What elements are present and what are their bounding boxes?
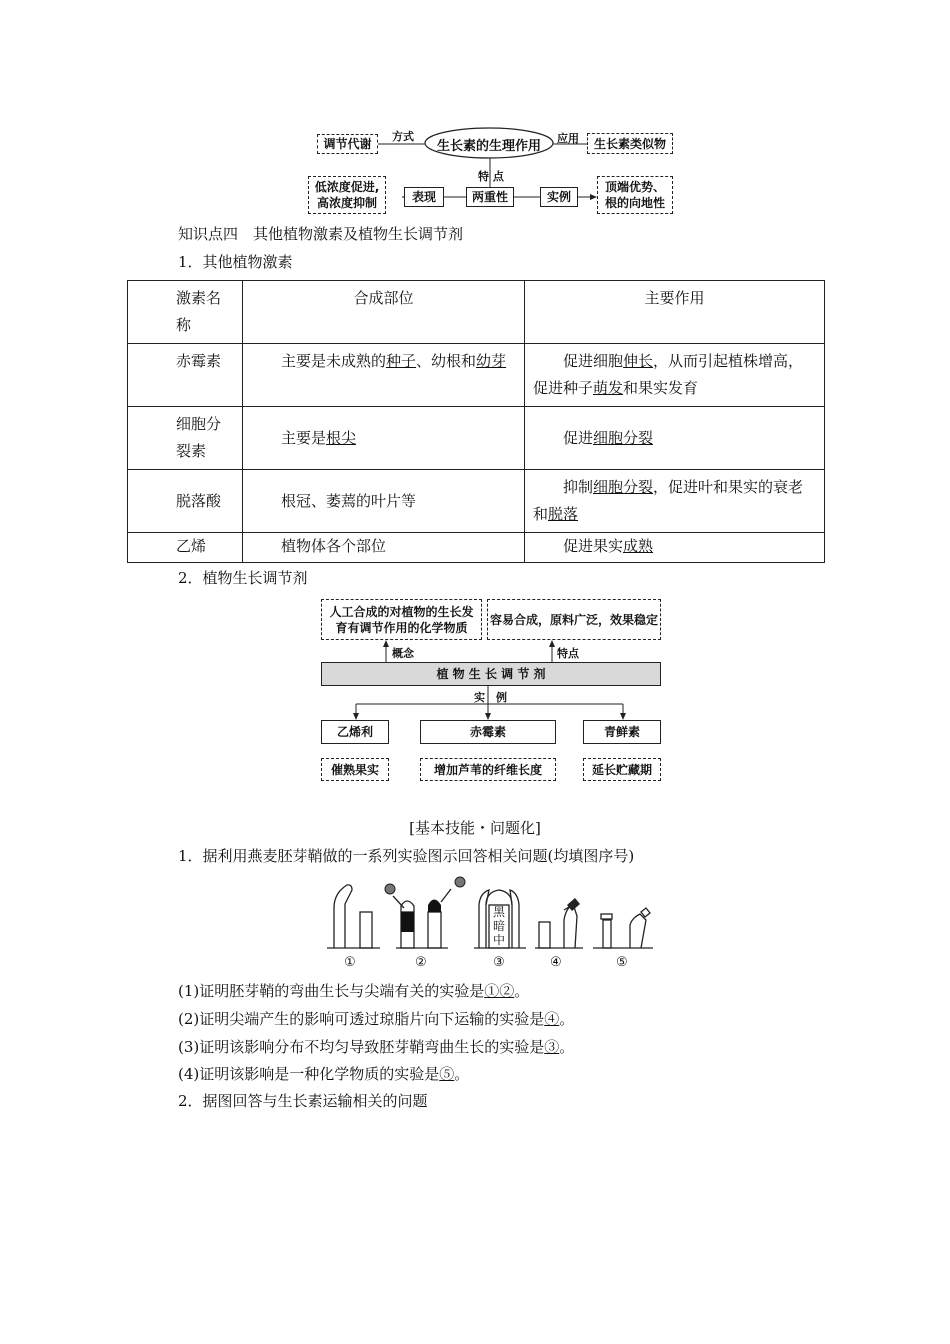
hormone-name: 细胞分裂素 — [128, 407, 243, 470]
concept-line-2: 育有调节作用的化学物质 — [335, 620, 468, 635]
regulator-main-box: 植 物 生 长 调 节 剂 — [321, 662, 661, 686]
hormone-name: 赤霉素 — [128, 344, 243, 407]
concept-label: 概念 — [392, 647, 414, 660]
apical-line-2: 根的向地性 — [604, 196, 665, 210]
fig-number-3: ③ — [493, 955, 505, 970]
hormone-name: 脱落酸 — [128, 470, 243, 533]
darkness-label: 黑 暗 中 — [492, 905, 505, 947]
hormone-name: 乙烯 — [128, 533, 243, 563]
fig-number-1: ① — [344, 955, 356, 970]
main-action: 促进细胞伸长，从而引起植株增高，促进种子萌发和果实发育 — [525, 344, 825, 407]
answer-4: (4)证明该影响是一种化学物质的实验是⑤。 — [178, 1065, 470, 1083]
sub2-title: 2．植物生长调节剂 — [178, 569, 308, 587]
auxin-analog-box: 生长素类似物 — [587, 133, 673, 154]
duality-box: 两重性 — [466, 187, 514, 207]
question-1: 1．据利用燕麦胚芽鞘做的一系列实验图示回答相关问题(均填图序号) — [178, 847, 635, 865]
application-label: 应用 — [557, 132, 579, 145]
example-label: 实 例 — [474, 691, 507, 704]
ethephon-box: 乙烯利 — [321, 720, 389, 744]
reed-fiber-box: 增加芦苇的纤维长度 — [420, 758, 556, 781]
apical-line-1: 顶端优势、 — [604, 180, 665, 194]
sub1-title: 1．其他植物激素 — [178, 253, 293, 271]
ripening-box: 催熟果实 — [321, 758, 389, 781]
answer-3: (3)证明该影响分布不均匀导致胚芽鞘弯曲生长的实验是③。 — [178, 1038, 575, 1056]
skills-title: [基本技能・问题化] — [409, 819, 541, 837]
feature-box: 容易合成，原料广泛，效果稳定 — [487, 599, 661, 640]
main-action: 促进果实成熟 — [525, 533, 825, 563]
header-site: 合成部位 — [243, 281, 525, 344]
concept-line-1: 人工合成的对植物的生长发 — [329, 604, 474, 619]
synthesis-site: 主要是未成熟的种子、幼根和幼芽 — [243, 344, 525, 407]
answer-2: (2)证明尖端产生的影响可透过琼脂片向下运输的实验是④。 — [178, 1010, 575, 1028]
header-action: 主要作用 — [525, 281, 825, 344]
header-hormone-name: 激素名称 — [128, 281, 243, 344]
answer-1: (1)证明胚芽鞘的弯曲生长与尖端有关的实验是①②。 — [178, 982, 530, 1000]
main-action: 抑制细胞分裂，促进叶和果实的衰老和脱落 — [525, 470, 825, 533]
expression-box: 表现 — [404, 187, 444, 207]
auxin-map-center: 生长素的生理作用 — [436, 139, 541, 154]
feature-label: 特点 — [557, 647, 579, 660]
feature-label: 特 点 — [478, 170, 504, 183]
synthesis-site: 主要是根尖 — [243, 407, 525, 470]
synthesis-site: 根冠、萎蔫的叶片等 — [243, 470, 525, 533]
maleic-hydrazide-box: 青鲜素 — [583, 720, 661, 744]
fig-number-5: ⑤ — [616, 955, 628, 970]
storage-box: 延长贮藏期 — [583, 758, 661, 781]
main-action: 促进细胞分裂 — [525, 407, 825, 470]
regulate-metabolism-box: 调节代谢 — [317, 134, 378, 154]
question-2: 2．据图回答与生长素运输相关的问题 — [178, 1092, 428, 1110]
mode-label: 方式 — [392, 130, 414, 143]
synthesis-site: 植物体各个部位 — [243, 533, 525, 563]
gibberellin-box: 赤霉素 — [420, 720, 556, 744]
fig-number-4: ④ — [550, 955, 562, 970]
section4-title: 知识点四 其他植物激素及植物生长调节剂 — [178, 225, 464, 243]
concentration-line-2: 高浓度抑制 — [316, 196, 377, 210]
concentration-line-1: 低浓度促进, — [314, 180, 380, 194]
example-box: 实例 — [540, 187, 578, 207]
fig-number-2: ② — [415, 955, 427, 970]
